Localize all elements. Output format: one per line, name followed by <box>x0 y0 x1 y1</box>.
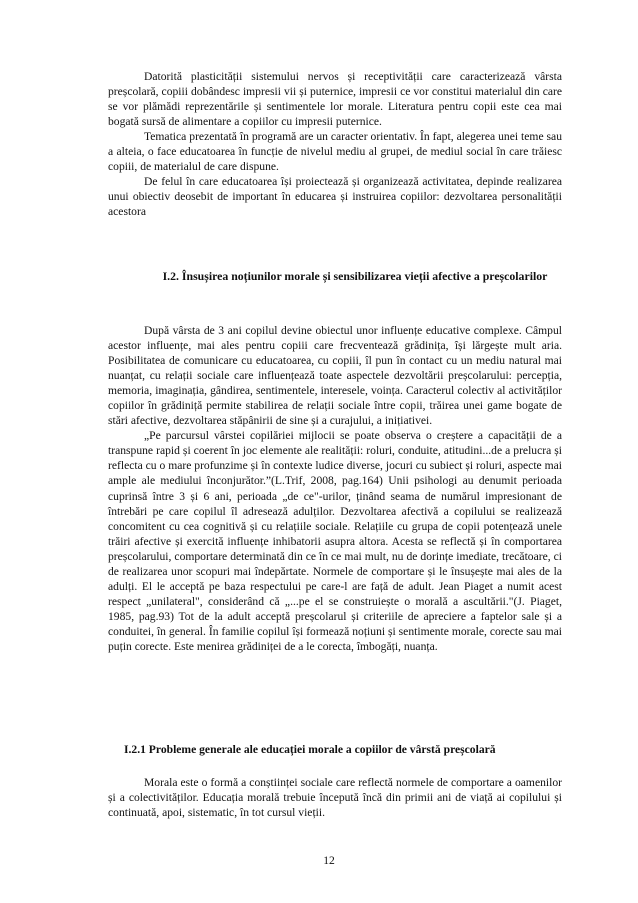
section-1-2-text-block <box>108 323 562 654</box>
paragraph: Datorită plasticității sistemului nervos și receptivității care caracterizează vârsta preșcolară, copiii dobândesc impresii vii și puternice, impresii ce vor constitui materialul din care se vor plămădi reprezentările și sentimentele lor morale. Literatura pentru copii este cea mai bogată sursă de alimentare a copiilor cu impresii puternice. <box>108 70 562 129</box>
section-heading-1-2: I.2. Însușirea noțiunilor morale și sensibilizarea vieții afective a preșcolarilor <box>162 269 548 283</box>
section-1-2-1-text-block <box>108 775 562 820</box>
paragraph: Morala este o formă a conștiinței sociale care reflectă normele de comportare a oamenilor și a colectivităților. Educația morală trebuie începută încă din primii ani de viață ai copilului și continuată, apoi, sistematic, în tot cursul vieții. <box>108 776 562 820</box>
paragraph: Tematica prezentată în programă are un caracter orientativ. În fapt, alegerea unei teme sau a alteia, o face educatoarea în funcție de nivelul mediu al grupei, de mediul social în care trăiesc copiii, de materialul de care dispune. <box>108 130 562 174</box>
section-heading-1-2-1: I.2.1 Probleme generale ale educației morale a copiilor de vârstă preșcolară <box>124 743 496 756</box>
paragraph: „Pe parcursul vârstei copilăriei mijlocii se poate observa o creștere a capacității de a transpune rapid și coerent în joc elemente ale realității: roluri, conduite, atitudini...de a prelucra și reflecta cu o mare profunzime și în contexte ludice diverse, jocuri cu subiect și roluri, aspecte mai ample ale mediului înconjurător.”(L.Trif, 2008, pag.164) Unii psihologi au denumit perioada cuprinsă între 3 și 6 ani, perioada „de ce"-urilor, ținând seama de numărul impresionant de întrebări pe care copilul îl adresează adulților. Dezvoltarea afectivă a copilului se realizează concomitent cu cea cognitivă și cu relațiile sociale. Relațiile cu grupa de copii potențează unele trăiri afective și exercită influențe inhibatorii asupra altora. Acesta se reflectă și în comportarea preșcolarului, comportare determinată din ce în ce mai mult, nu de dorințe imediate, trecătoare, ci de realizarea unor scopuri mai îndepărtate. Normele de comportare și le însușește mai ales de la adulți. El le acceptă pe baza respectului pe care-l are față de adult. Jean Piaget a numit acest respect „unilateral", considerând că „...pe el se construiește o morală a ascultării."(J. Piaget, 1985, pag.93) Tot de la adult acceptă preșcolarul și criteriile de apreciere a faptelor sale și a conduitei, în general. În familie copilul își formează noțiuni și sentimente morale, corecte sau mai puțin corecte. Este menirea grădiniței de a le corecta, îmbogăți, nuanța. <box>108 429 562 653</box>
intro-text-block <box>108 69 562 219</box>
paragraph: După vârsta de 3 ani copilul devine obiectul unor influențe educative complexe. Câmpul acestor influențe, mai ales pentru copiii care frecventează grădinița, își lărgește mult aria. Posibilitatea de comunicare cu educatoarea, cu copiii, îl pun în contact cu un mediu natural mai nuanțat, cu relații sociale care influențează toate aspectele dezvoltării preșcolarului: percepția, memoria, imaginația, gândirea, sentimentele, interesele, voința. Caracterul colectiv al activităților copiilor în grădiniță permite stabilirea de relații sociale între copii, trăirea unei game bogate de stări afective, dezvoltarea stăpânirii de sine și a curajului, a inițiativei. <box>108 324 562 428</box>
paragraph: De felul în care educatoarea își proiectează și organizează activitatea, depinde realizarea unui obiectiv deosebit de important în educarea și instruirea copiilor: dezvoltarea personalității acestora <box>108 175 562 219</box>
page-number: 12 <box>323 854 335 867</box>
